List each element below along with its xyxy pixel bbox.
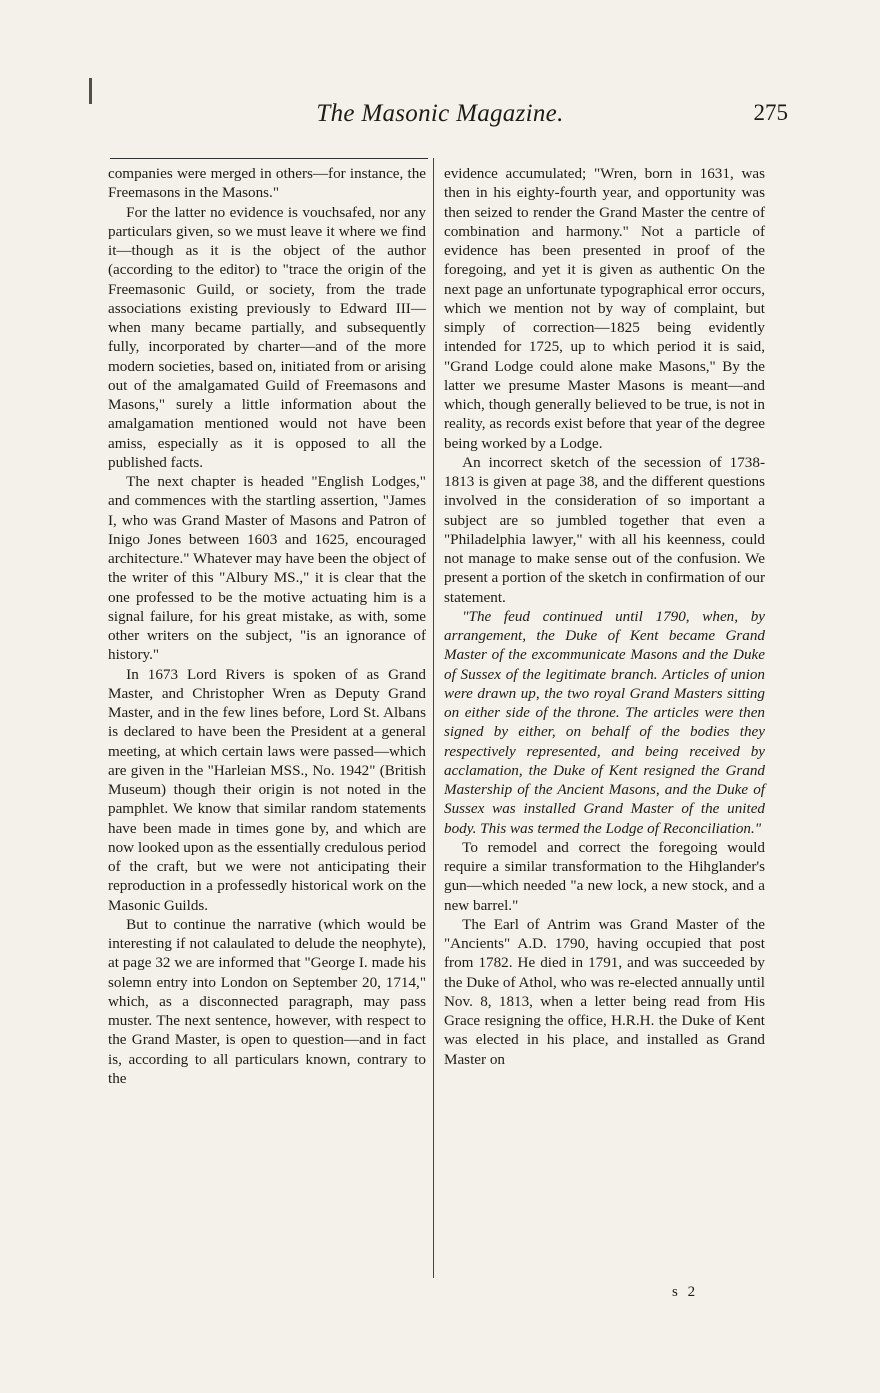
paragraph: The next chapter is headed "English Lodges," and commences with the startling assertion, "James I, who was Grand Master of Masons and Patron of Inigo Jones between 1603 and 1625, encouraged architecture." Whatever may have been the object of the writer of this "Albury MS.," it is clear that the one professed to be the motive actuating him is a signal failure, for his great mistake, as with, some other writers on the subject, "is an ignorance of history." [108,473,426,664]
paragraph: To remodel and correct the foregoing would require a similar transformation to the Hihglander's gun—which needed "a new lock, a new stock, and a new barrel." [444,838,765,914]
page-title: The Masonic Magazine. [316,100,564,127]
paragraph: companies were merged in others—for instance, the Freemasons in the Masons." [108,165,426,202]
margin-mark [89,78,92,104]
paragraph: An incorrect sketch of the secession of 1738-1813 is given at page 38, and the different questions involved in the consideration of so important a subject are so jumbled together that even a "Philadelphia lawyer," with all his keenness, could not manage to make sense out of the confusion. We present a portion of the sketch in confirmation of our statement. [444,453,765,606]
paragraph: But to continue the narrative (which would be interesting if not calaulated to delude the neophyte), at page 32 we are informed that "George I. made his solemn entry into London on September 20, 1714," which, as a disconnected paragraph, may pass muster. The next sentence, however, with respect to the Grand Master, is open to question—and in fact is, according to all particulars known, contrary to the [108,915,426,1087]
header-rule [110,158,428,159]
right-column [444,164,765,1069]
paragraph: For the latter no evidence is vouchsafed, nor any particulars given, so we must leave it where we find it—though as it is the object of the author (according to the editor) to "trace the origin of the Freemasonic Guild, or society, from the trade associations existing previously to Edward III—when many became partially, and subsequently fully, incorporated by charter—and of the more modern societies, based on, initiated from or arising out of the amalgamated Guild of Freemasons and Masons," surely a little information about the amalgamation mentioned would not have been amiss, especially as it is opposed to all the published facts. [108,203,426,471]
paragraph: evidence accumulated; "Wren, born in 1631, was then in his eighty-fourth year, and opportunity was then seized to render the Grand Master the centre of combination and harmony." Not a particle of evidence has been presented in proof of the foregoing, and yet it is given as authentic On the next page an unfortunate typographical error occurs, which we mention not by way of complaint, but simply of correction—1825 being evidently intended for 1725, up to which period it is said, "Grand Lodge could alone make Masons," By the latter we presume Master Masons is meant—and which, though generally believed to be true, is not in reality, as records exist before that year of the degree being worked by a Lodge. [444,165,765,452]
signature-mark: s 2 [672,1284,699,1300]
quoted-paragraph: "The feud continued until 1790, when, by arrangement, the Duke of Kent became Grand Master of the excommunicate Masons and the Duke of Sussex of the legitimate branch. Articles of union were drawn up, the two royal Grand Masters sitting on either side of the throne. The articles were then signed by either, on behalf of the bodies they respectively represented, and being received by acclamation, the Duke of Kent resigned the Grand Mastership of the Ancient Masons, and the Duke of Sussex was installed Grand Master of the united body. This was termed the Lodge of Reconciliation." [444,607,765,837]
page-header [100,100,788,136]
page-number: 275 [753,100,788,125]
paragraph: In 1673 Lord Rivers is spoken of as Grand Master, and Christopher Wren as Deputy Grand Master, and in the few lines before, Lord St. Albans is declared to have been the President at a general meeting, at which certain laws were passed—which are given in the "Harleian MSS., No. 1942" (British Museum) though their origin is not noted in the pamphlet. We know that similar random statements have been made in times gone by, and which are now looked upon as the essentially credulous period of the craft, but we were not anticipating their reproduction in a professedly historical work on the Masonic Guilds. [108,665,426,914]
column-divider [433,158,434,1278]
paragraph: The Earl of Antrim was Grand Master of the "Ancients" A.D. 1790, having occupied that post from 1782. He died in 1791, and was succeeded by the Duke of Athol, who was re-elected annually until Nov. 8, 1813, when a letter being read from His Grace resigning the office, H.R.H. the Duke of Kent was elected in his place, and installed as Grand Master on [444,915,765,1068]
left-column [108,164,426,1088]
